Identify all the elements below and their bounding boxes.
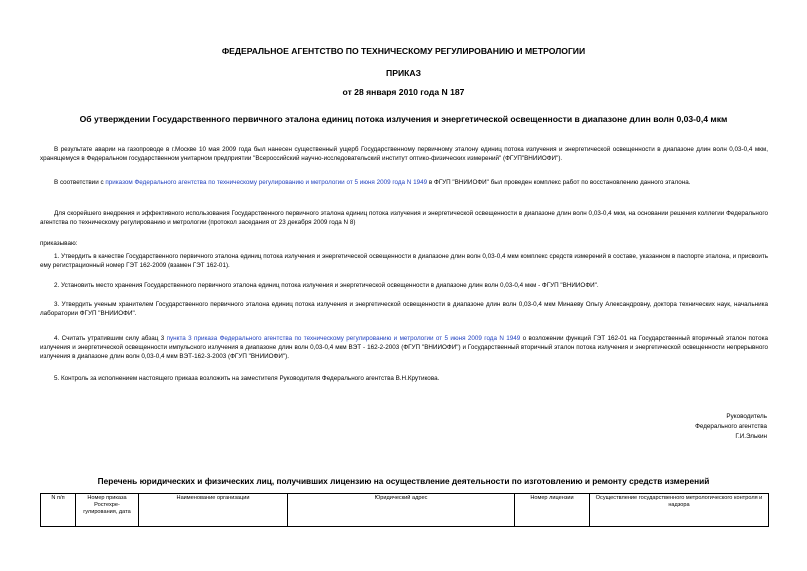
order-date: от 28 января 2010 года N 187 <box>342 87 465 97</box>
order-title: Об утверждении Государственного первичного эталона единиц потока излучения и энергетической освещенности в диапазоне длин волн 0,03-0,4 мкм <box>79 114 728 124</box>
order-item-4 <box>40 334 768 361</box>
column-header-order: Номер приказа Ростехре- гулирования, дата <box>76 494 139 527</box>
signature-agency: Федерального агентства <box>695 423 767 430</box>
order-item-4-text-start: 4. Считать утратившим силу абзац 3 <box>54 335 167 342</box>
license-table-header <box>41 494 769 527</box>
agency-heading: ФЕДЕРАЛЬНОЕ АГЕНТСТВО ПО ТЕХНИЧЕСКОМУ РЕГУЛИРОВАНИЮ И МЕТРОЛОГИИ <box>221 46 586 56</box>
column-header-license: Номер лицензии <box>515 494 590 527</box>
orders-label: приказываю: <box>40 240 78 247</box>
column-header-control: Осуществление государственного метрологического контроля и надзора <box>590 494 769 527</box>
order-heading: ПРИКАЗ <box>386 68 421 78</box>
paragraph-restoration <box>40 178 768 187</box>
license-list-title: Перечень юридических и физических лиц, получивших лицензию на осуществление деятельности по изготовлению и ремонту средств измерений <box>97 476 710 486</box>
signature-name: Г.И.Элькин <box>735 433 767 440</box>
column-header-organization: Наименование организации <box>139 494 288 527</box>
order-item-1: 1. Утвердить в качестве Государственного первичного эталона единиц потока излучения и энергетической освещенности в диапазоне длин волн 0,03-0,4 мкм комплекс средств измерений в составе, указанном в паспорте эталона, и присвоить ему регистрационный номер ГЭТ 162-2009 (взамен ГЭТ 162-01). <box>40 253 768 269</box>
paragraph-restoration-text-end: в ФГУП "ВНИИОФИ" был проведен комплекс работ по восстановлению данного эталона. <box>427 179 691 186</box>
paragraph-basis: Для скорейшего внедрения и эффективного использования Государственного первичного эталона единиц потока излучения и энергетической освещенности в диапазоне длин волн 0,03-0,4 мкм, на основании решения коллегии Федерального агентства по техническому регулированию и метрологии (протокол заседания от 23 декабря 2009 года N 8) <box>40 210 768 226</box>
order-item-5: 5. Контроль за исполнением настоящего приказа возложить на заместителя Руководителя Федерального агентства В.Н.Крутикова. <box>54 375 440 382</box>
order-1949-link[interactable]: приказом Федерального агентства по техническому регулированию и метрологии от 5 июня 2009 года N 1949 <box>105 179 428 186</box>
paragraph-restoration-text-start: В соответствии с <box>54 179 106 186</box>
order-item-3: 3. Утвердить ученым хранителем Государственного первичного эталона единиц потока излучения и энергетической освещенности в диапазоне длин волн 0,03-0,4 мкм Минаеву Ольгу Александровну, доктора технических наук, начальника лаборатории ФГУП "ВНИИОФИ". <box>40 301 768 317</box>
signature-block <box>695 412 767 442</box>
order-1949-point-3-link[interactable]: пункта 3 приказа Федерального агентства по техническому регулированию и метрологии от 5 июня 2009 года N 1949 <box>166 335 521 342</box>
column-header-number: N п/п <box>41 494 76 527</box>
paragraph-accident: В результате аварии на газопроводе в г.Москве 10 мая 2009 года был нанесен существенный ущерб Государственному первичному эталону единиц потока излучения и энергетической освещенности в диапазоне длин волн 0,03-0,4 мкм, хранящемуся в Федеральном государственном унитарном предприятии "Всероссийский научно-исследовательский институт оптико-физических измерений" (ФГУП"ВНИИОФИ"). <box>40 146 768 162</box>
signature-position: Руководитель <box>726 413 767 420</box>
order-item-2: 2. Установить место хранения Государственного первичного эталона единиц потока излучения и энергетической освещенности в диапазоне длин волн 0,03-0,4 мкм - ФГУП "ВНИИОФИ". <box>54 282 599 289</box>
column-header-address: Юридический адрес <box>288 494 515 527</box>
order-item-4-text-end: о возложении функций ГЭТ 162-01 на Государственный вторичный эталон потока излучения и энергетической освещенности импульсного излучения в диапазоне длин волн 0,03-0,4 мкм ВЭТ - 162-2-2003 (ФГУП "ВНИИОФИ") и Государственный вторичный эталон потока излучения и энергетической освещенности непрерывного излучения в диапазоне длин волн 0,03-0,4 мкм ВЭТ-162-3-2003 (ФГУП "ВНИИОФИ"). <box>40 335 768 360</box>
license-table <box>40 493 769 527</box>
